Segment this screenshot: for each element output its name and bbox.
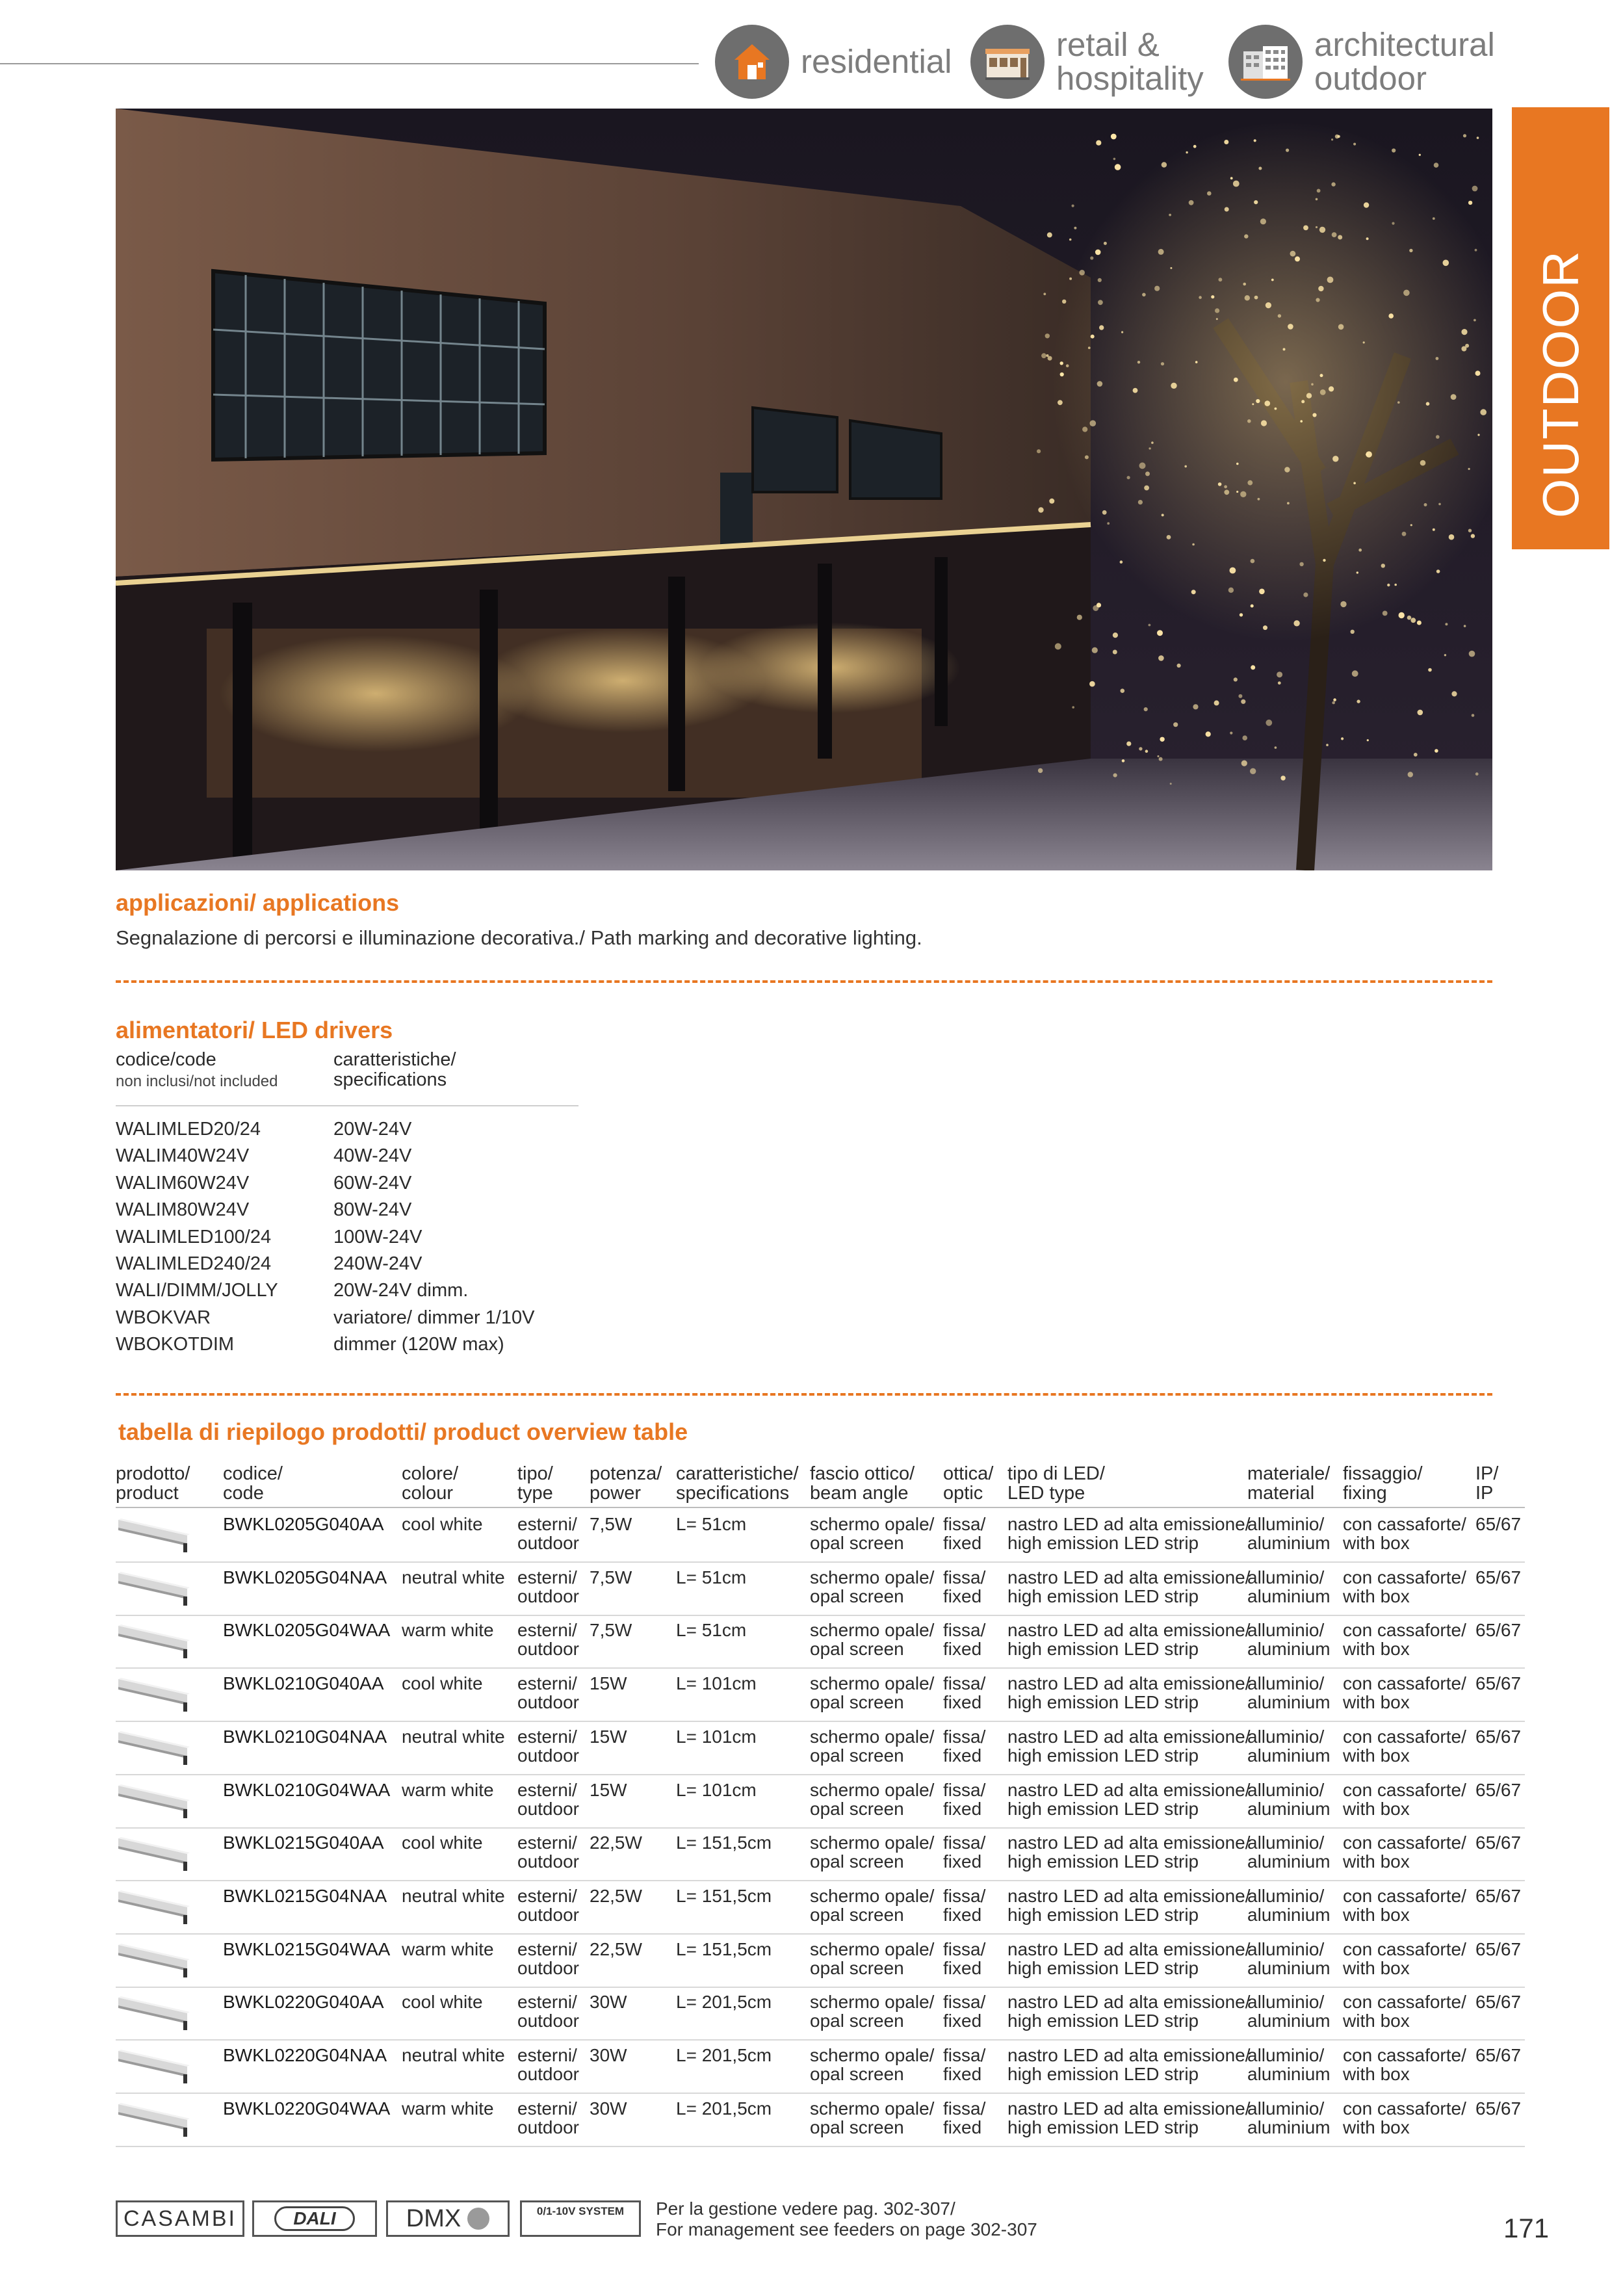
product-material: alluminio/ aluminium — [1247, 1833, 1331, 1872]
column-header-ip: IP/ IP — [1475, 1463, 1499, 1504]
column-header-optic: ottica/ optic — [943, 1463, 994, 1504]
led-profile-thumbnail — [116, 2044, 197, 2086]
led-profile-thumbnail — [116, 1991, 197, 2033]
overview-header-rule — [116, 1507, 1525, 1508]
driver-row — [116, 1143, 584, 1169]
product-colour: cool white — [402, 1514, 483, 1534]
product-type: esterni/ outdoor — [517, 1514, 579, 1553]
product-led-type: nastro LED ad alta emissione/ high emission LED strip — [1007, 2098, 1251, 2137]
product-fixing: con cassaforte/ with box — [1343, 1938, 1466, 1978]
product-power: 15W — [590, 1779, 627, 1800]
product-code: BWKL0205G040AA — [223, 1514, 384, 1534]
product-power: 30W — [590, 2045, 627, 2065]
product-fixing: con cassaforte/ with box — [1343, 1514, 1466, 1553]
product-optic: fissa/ fixed — [943, 1514, 986, 1553]
product-colour: neutral white — [402, 2045, 505, 2065]
hero-photo — [116, 109, 1492, 870]
product-ip: 65/67 — [1475, 2098, 1522, 2119]
product-specifications: L= 201,5cm — [676, 2045, 772, 2065]
product-code: BWKL0220G040AA — [223, 1992, 384, 2013]
driver-row — [116, 1170, 584, 1197]
applications-text: Segnalazione di percorsi e illuminazione decorativa./ Path marking and decorative lighting. — [116, 926, 922, 949]
product-material: alluminio/ aluminium — [1247, 1567, 1331, 1606]
product-led-type: nastro LED ad alta emissione/ high emission LED strip — [1007, 1992, 1251, 2031]
product-ip: 65/67 — [1475, 1514, 1522, 1534]
category-architectural-outdoor[interactable] — [1228, 25, 1495, 99]
product-specifications: L= 101cm — [676, 1673, 757, 1694]
product-colour: neutral white — [402, 1567, 505, 1587]
product-ip: 65/67 — [1475, 1620, 1522, 1641]
product-power: 22,5W — [590, 1833, 642, 1853]
product-specifications: L= 101cm — [676, 1779, 757, 1800]
product-led-type: nastro LED ad alta emissione/ high emission LED strip — [1007, 1726, 1251, 1766]
product-colour: warm white — [402, 1620, 494, 1641]
product-beam-angle: schermo opale/ opal screen — [810, 1726, 935, 1766]
product-fixing: con cassaforte/ with box — [1343, 1673, 1466, 1713]
product-fixing: con cassaforte/ with box — [1343, 2098, 1466, 2137]
product-specifications: L= 201,5cm — [676, 2098, 772, 2119]
product-beam-angle: schermo opale/ opal screen — [810, 1833, 935, 1872]
drivers-heading: alimentatori/ LED drivers — [116, 1017, 393, 1043]
product-code: BWKL0205G04NAA — [223, 1567, 387, 1587]
drivers-col-spec-header: caratteristiche/ specifications — [333, 1049, 456, 1090]
column-header-power: potenza/ power — [590, 1463, 662, 1504]
column-header-code: codice/ code — [223, 1463, 283, 1504]
driver-spec: 20W-24V — [333, 1119, 412, 1140]
column-header-colour: colore/ colour — [402, 1463, 459, 1504]
product-row[interactable] — [116, 1881, 1525, 1935]
product-row[interactable] — [116, 1563, 1525, 1616]
product-power: 15W — [590, 1726, 627, 1747]
column-header-beam-angle: fascio ottico/ beam angle — [810, 1463, 915, 1504]
product-colour: neutral white — [402, 1726, 505, 1747]
product-optic: fissa/ fixed — [943, 1779, 986, 1819]
product-material: alluminio/ aluminium — [1247, 2045, 1331, 2084]
drivers-header-rule — [116, 1105, 578, 1106]
product-type: esterni/ outdoor — [517, 1567, 579, 1606]
driver-code: WALIM60W24V — [116, 1172, 250, 1194]
product-colour: cool white — [402, 1673, 483, 1694]
category-retail-hospitality[interactable] — [970, 25, 1204, 99]
product-led-type: nastro LED ad alta emissione/ high emission LED strip — [1007, 1833, 1251, 1872]
driver-code: WBOKVAR — [116, 1307, 211, 1328]
driver-row — [116, 1331, 584, 1358]
column-header-product: prodotto/ product — [116, 1463, 190, 1504]
dmx-logo: DMX — [386, 2200, 510, 2237]
product-material: alluminio/ aluminium — [1247, 1673, 1331, 1713]
product-type: esterni/ outdoor — [517, 1620, 579, 1660]
driver-code: WALI/DIMM/JOLLY — [116, 1280, 278, 1301]
product-beam-angle: schermo opale/ opal screen — [810, 1938, 935, 1978]
product-colour: warm white — [402, 1938, 494, 1959]
driver-spec: dimmer (120W max) — [333, 1334, 504, 1355]
led-profile-thumbnail — [116, 1726, 197, 1768]
product-optic: fissa/ fixed — [943, 1567, 986, 1606]
product-optic: fissa/ fixed — [943, 1833, 986, 1872]
product-fixing: con cassaforte/ with box — [1343, 1620, 1466, 1660]
product-power: 7,5W — [590, 1620, 632, 1641]
product-led-type: nastro LED ad alta emissione/ high emission LED strip — [1007, 1514, 1251, 1553]
product-fixing: con cassaforte/ with box — [1343, 1833, 1466, 1872]
product-code: BWKL0210G04NAA — [223, 1726, 387, 1747]
overview-heading: tabella di riepilogo prodotti/ product overview table — [118, 1418, 688, 1445]
product-colour: warm white — [402, 2098, 494, 2119]
product-beam-angle: schermo opale/ opal screen — [810, 1779, 935, 1819]
product-led-type: nastro LED ad alta emissione/ high emission LED strip — [1007, 1567, 1251, 1606]
product-material: alluminio/ aluminium — [1247, 1885, 1331, 1925]
analog-dimming-logo: 0/1-10V SYSTEM — [520, 2200, 641, 2237]
product-ip: 65/67 — [1475, 1992, 1522, 2013]
page-number: 171 — [1503, 2213, 1550, 2243]
driver-code: WALIMLED20/24 — [116, 1119, 261, 1140]
section-divider — [116, 980, 1492, 983]
product-beam-angle: schermo opale/ opal screen — [810, 1620, 935, 1660]
product-beam-angle: schermo opale/ opal screen — [810, 2045, 935, 2084]
casambi-logo: CASAMBI — [116, 2200, 244, 2237]
drivers-col-code-subheader: non inclusi/not included — [116, 1073, 278, 1090]
applications-heading: applicazioni/ applications — [116, 889, 400, 916]
product-ip: 65/67 — [1475, 1833, 1522, 1853]
led-profile-thumbnail — [116, 1673, 197, 1714]
product-type: esterni/ outdoor — [517, 1779, 579, 1819]
product-beam-angle: schermo opale/ opal screen — [810, 1567, 935, 1606]
product-fixing: con cassaforte/ with box — [1343, 1992, 1466, 2031]
product-row[interactable] — [116, 1828, 1525, 1881]
product-fixing: con cassaforte/ with box — [1343, 1779, 1466, 1819]
driver-spec: 20W-24V dimm. — [333, 1280, 469, 1301]
driver-row — [116, 1251, 584, 1277]
product-code: BWKL0220G04WAA — [223, 2098, 391, 2119]
product-type: esterni/ outdoor — [517, 1833, 579, 1872]
dmx-disc-icon — [467, 2208, 489, 2230]
product-led-type: nastro LED ad alta emissione/ high emission LED strip — [1007, 1673, 1251, 1713]
product-beam-angle: schermo opale/ opal screen — [810, 2098, 935, 2137]
product-power: 22,5W — [590, 1938, 642, 1959]
product-specifications: L= 151,5cm — [676, 1885, 772, 1906]
product-type: esterni/ outdoor — [517, 1726, 579, 1766]
product-power: 30W — [590, 1992, 627, 2013]
product-fixing: con cassaforte/ with box — [1343, 1726, 1466, 1766]
house-icon — [715, 25, 789, 99]
product-material: alluminio/ aluminium — [1247, 1514, 1331, 1553]
product-optic: fissa/ fixed — [943, 2098, 986, 2137]
driver-row — [116, 1116, 584, 1143]
product-row[interactable] — [116, 1775, 1525, 1829]
product-power: 22,5W — [590, 1885, 642, 1906]
category-label: architectural outdoor — [1314, 26, 1495, 97]
driver-spec: 40W-24V — [333, 1145, 412, 1167]
product-type: esterni/ outdoor — [517, 2045, 579, 2084]
product-ip: 65/67 — [1475, 2045, 1522, 2065]
product-row[interactable] — [116, 2041, 1525, 2094]
product-type: esterni/ outdoor — [517, 1673, 579, 1713]
product-row[interactable] — [116, 2094, 1525, 2147]
driver-spec: 240W-24V — [333, 1253, 422, 1274]
product-power: 7,5W — [590, 1567, 632, 1587]
storefront-icon — [970, 25, 1045, 99]
product-specifications: L= 151,5cm — [676, 1833, 772, 1853]
column-header-specifications: caratteristiche/ specifications — [676, 1463, 799, 1504]
product-fixing: con cassaforte/ with box — [1343, 1567, 1466, 1606]
product-ip: 65/67 — [1475, 1673, 1522, 1694]
category-label: retail & hospitality — [1056, 26, 1204, 97]
footer-management-note: Per la gestione vedere pag. 302-307/ For management see feeders on page 302-307 — [656, 2198, 1037, 2239]
column-header-material: materiale/ material — [1247, 1463, 1331, 1504]
product-code: BWKL0215G04WAA — [223, 1938, 391, 1959]
driver-row — [116, 1305, 584, 1331]
column-header-fixing: fissaggio/ fixing — [1343, 1463, 1423, 1504]
driver-code: WALIM40W24V — [116, 1145, 250, 1167]
product-ip: 65/67 — [1475, 1567, 1522, 1587]
section-divider — [116, 1393, 1492, 1396]
product-power: 7,5W — [590, 1514, 632, 1534]
product-colour: cool white — [402, 1992, 483, 2013]
product-specifications: L= 51cm — [676, 1514, 747, 1534]
product-code: BWKL0210G040AA — [223, 1673, 384, 1694]
product-row[interactable] — [116, 1669, 1525, 1722]
driver-code: WALIM80W24V — [116, 1199, 250, 1221]
product-specifications: L= 201,5cm — [676, 1992, 772, 2013]
product-material: alluminio/ aluminium — [1247, 1620, 1331, 1660]
product-led-type: nastro LED ad alta emissione/ high emission LED strip — [1007, 1938, 1251, 1978]
product-type: esterni/ outdoor — [517, 1938, 579, 1978]
product-ip: 65/67 — [1475, 1779, 1522, 1800]
product-type: esterni/ outdoor — [517, 1992, 579, 2031]
product-ip: 65/67 — [1475, 1938, 1522, 1959]
product-led-type: nastro LED ad alta emissione/ high emission LED strip — [1007, 1779, 1251, 1819]
product-material: alluminio/ aluminium — [1247, 2098, 1331, 2137]
product-optic: fissa/ fixed — [943, 1726, 986, 1766]
driver-spec: variatore/ dimmer 1/10V — [333, 1307, 535, 1328]
product-row[interactable] — [116, 1722, 1525, 1775]
product-specifications: L= 101cm — [676, 1726, 757, 1747]
header-rule — [0, 63, 699, 64]
product-ip: 65/67 — [1475, 1885, 1522, 1906]
product-row[interactable] — [116, 1615, 1525, 1669]
led-profile-thumbnail — [116, 1567, 197, 1608]
category-label: residential — [801, 43, 952, 80]
product-specifications: L= 151,5cm — [676, 1938, 772, 1959]
product-row[interactable] — [116, 1935, 1525, 1988]
product-code: BWKL0215G040AA — [223, 1833, 384, 1853]
category-residential[interactable] — [715, 25, 952, 99]
product-type: esterni/ outdoor — [517, 2098, 579, 2137]
product-code: BWKL0220G04NAA — [223, 2045, 387, 2065]
product-optic: fissa/ fixed — [943, 1938, 986, 1978]
product-led-type: nastro LED ad alta emissione/ high emission LED strip — [1007, 1885, 1251, 1925]
product-type: esterni/ outdoor — [517, 1885, 579, 1925]
product-ip: 65/67 — [1475, 1726, 1522, 1747]
product-optic: fissa/ fixed — [943, 1620, 986, 1660]
section-tab-label: OUTDOOR — [1531, 250, 1589, 518]
driver-row — [116, 1197, 584, 1223]
driver-row — [116, 1277, 584, 1304]
building-icon — [1228, 25, 1303, 99]
driver-spec: 100W-24V — [333, 1226, 422, 1247]
product-colour: warm white — [402, 1779, 494, 1800]
led-profile-thumbnail — [116, 1779, 197, 1821]
product-colour: cool white — [402, 1833, 483, 1853]
product-material: alluminio/ aluminium — [1247, 1938, 1331, 1978]
product-code: BWKL0215G04NAA — [223, 1885, 387, 1906]
product-material: alluminio/ aluminium — [1247, 1992, 1331, 2031]
product-row[interactable] — [116, 1987, 1525, 2041]
product-beam-angle: schermo opale/ opal screen — [810, 1885, 935, 1925]
product-row[interactable] — [116, 1509, 1525, 1563]
product-code: BWKL0210G04WAA — [223, 1779, 391, 1800]
product-led-type: nastro LED ad alta emissione/ high emission LED strip — [1007, 2045, 1251, 2084]
product-led-type: nastro LED ad alta emissione/ high emission LED strip — [1007, 1620, 1251, 1660]
product-code: BWKL0205G04WAA — [223, 1620, 391, 1641]
led-profile-thumbnail — [116, 1885, 197, 1927]
drivers-col-code-header: codice/code — [116, 1049, 216, 1070]
product-material: alluminio/ aluminium — [1247, 1726, 1331, 1766]
product-power: 30W — [590, 2098, 627, 2119]
driver-row — [116, 1224, 584, 1251]
product-specifications: L= 51cm — [676, 1620, 747, 1641]
column-header-type: tipo/ type — [517, 1463, 553, 1504]
led-profile-thumbnail — [116, 2098, 197, 2139]
led-profile-thumbnail — [116, 1938, 197, 1980]
driver-spec: 80W-24V — [333, 1199, 412, 1221]
led-profile-thumbnail — [116, 1619, 197, 1661]
product-beam-angle: schermo opale/ opal screen — [810, 1992, 935, 2031]
product-optic: fissa/ fixed — [943, 1673, 986, 1713]
product-beam-angle: schermo opale/ opal screen — [810, 1514, 935, 1553]
product-optic: fissa/ fixed — [943, 1885, 986, 1925]
column-header-led-type: tipo di LED/ LED type — [1007, 1463, 1105, 1504]
led-profile-thumbnail — [116, 1832, 197, 1873]
driver-code: WBOKOTDIM — [116, 1334, 235, 1355]
led-profile-thumbnail — [116, 1513, 197, 1555]
product-specifications: L= 51cm — [676, 1567, 747, 1587]
product-optic: fissa/ fixed — [943, 1992, 986, 2031]
section-tab-outdoor — [1512, 107, 1609, 549]
product-beam-angle: schermo opale/ opal screen — [810, 1673, 935, 1713]
product-fixing: con cassaforte/ with box — [1343, 2045, 1466, 2084]
dali-logo: DALI — [252, 2200, 377, 2237]
product-fixing: con cassaforte/ with box — [1343, 1885, 1466, 1925]
product-colour: neutral white — [402, 1885, 505, 1906]
row-divider — [116, 2146, 1525, 2147]
driver-code: WALIMLED100/24 — [116, 1226, 272, 1247]
product-material: alluminio/ aluminium — [1247, 1779, 1331, 1819]
driver-spec: 60W-24V — [333, 1172, 412, 1194]
product-power: 15W — [590, 1673, 627, 1694]
product-optic: fissa/ fixed — [943, 2045, 986, 2084]
driver-code: WALIMLED240/24 — [116, 1253, 272, 1274]
